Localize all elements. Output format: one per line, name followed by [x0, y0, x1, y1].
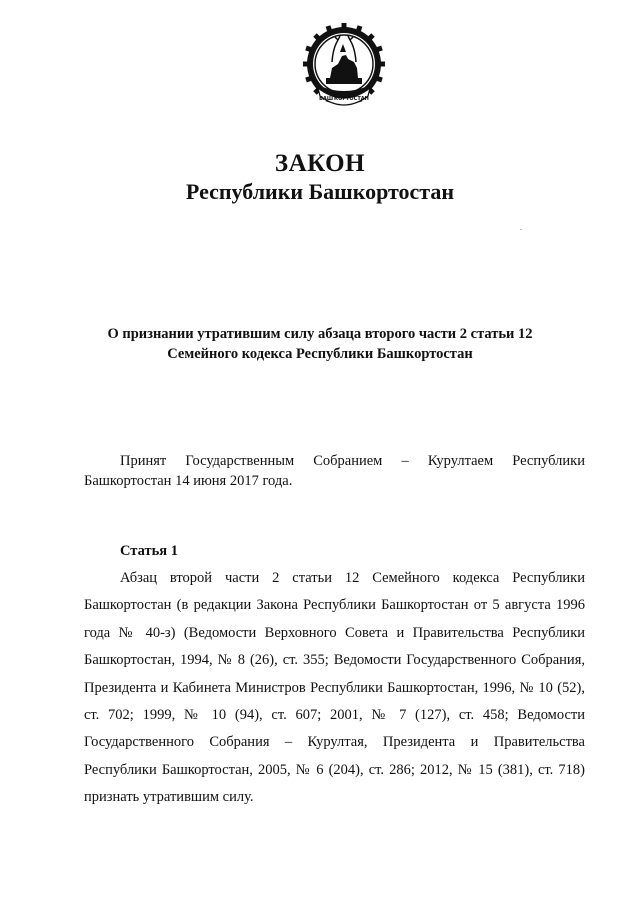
law-subject-line-2: Семейного кодекса Республики Башкортостан: [167, 346, 473, 362]
coat-of-arms-emblem: [302, 22, 386, 118]
document-issuer-title: Республики Башкортостан: [185, 179, 455, 204]
article-body: Абзац второй части 2 статьи 12 Семейного кодекса Республики Башкортостан (в редакции Закона Республики Башкортостан от 5 августа 1996 года № 40-з) (Ведомости Верховного Совета и Правительства Республики Башкортостан, 1994, № 8 (26), ст. 355; Ведомости Государственного Собрания, Президента и Кабинета Министров Республики Башкортостан, 1996, № 10 (52), ст. 702; 1999, № 10 (94), ст. 607; 2001, № 7 (127), ст. 458; Ведомости Государственного Собрания – Курултая, Президента и Правительства Республики Башкортостан, 2005, № 6 (204), ст. 286; 2012, № 15 (381), ст. 718) признать утратившим силу.: [84, 570, 585, 806]
document-type-title: ЗАКОН: [274, 150, 366, 177]
law-subject-line-1: О признании утратившим силу абзаца второго части 2 статьи 12: [107, 326, 533, 342]
svg-text:БАШҠОРТОСТАН: БАШҠОРТОСТАН: [319, 96, 369, 102]
adoption-statement: Принят Государственным Собранием – Курултаем Республики Башкортостан 14 июня 2017 года.: [84, 453, 585, 489]
law-subject-title: [80, 324, 560, 364]
article-title: Статья 1: [120, 543, 178, 559]
scan-speck: [520, 229, 522, 230]
